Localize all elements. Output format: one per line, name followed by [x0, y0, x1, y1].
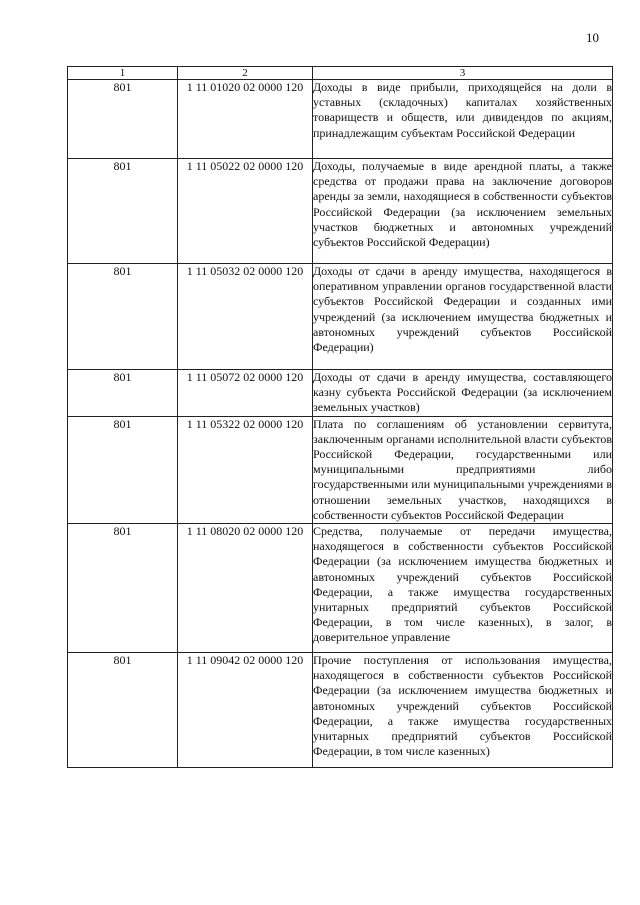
revenue-classification-table: [67, 66, 613, 768]
admin-code-cell: 801: [68, 524, 178, 653]
admin-code-cell: 801: [68, 653, 178, 768]
table-row: [68, 159, 613, 264]
admin-code-cell: 801: [68, 80, 178, 159]
column-header-description: 3: [313, 67, 613, 80]
budget-code-cell: 1 11 05072 02 0000 120: [178, 370, 313, 417]
budget-code-cell: 1 11 09042 02 0000 120: [178, 653, 313, 768]
table-row: [68, 524, 613, 653]
table-row: [68, 264, 613, 370]
page-number: 10: [586, 30, 599, 45]
admin-code-cell: 801: [68, 370, 178, 417]
table-row: [68, 370, 613, 417]
description-cell: Средства, получаемые от передачи имущества, находящегося в собственности субъектов Российской Федерации (за исключением имущества бюджетных и автономных учреждений субъектов Российской Федерации, а также имущества государственных унитарных предприятий субъектов Российской Федерации, в том числе казенных), в залог, в доверительное управление: [313, 524, 613, 653]
table-row: [68, 416, 613, 523]
admin-code-cell: 801: [68, 264, 178, 370]
column-header-code: 2: [178, 67, 313, 80]
table-row: [68, 80, 613, 159]
table-header-row: [68, 67, 613, 80]
budget-code-cell: 1 11 05322 02 0000 120: [178, 416, 313, 523]
description-cell: Доходы от сдачи в аренду имущества, составляющего казну субъекта Российской Федерации (за исключением земельных участков): [313, 370, 612, 415]
description-cell: Доходы в виде прибыли, приходящейся на доли в уставных (складочных) капиталах хозяйственных товариществ и обществ, или дивидендов по акциям, принадлежащим субъектам Российской Федерации: [313, 80, 613, 159]
description-cell: Прочие поступления от использования имущества, находящегося в собственности субъектов Российской Федерации (за исключением имущества бюджетных и автономных учреждений субъектов Российской Федерации, а также имущества государственных унитарных предприятий субъектов Российской Федерации, в том числе казенных): [313, 653, 613, 768]
budget-code-cell: 1 11 05032 02 0000 120: [178, 264, 313, 370]
description-cell: Доходы от сдачи в аренду имущества, находящегося в оперативном управлении органов государственной власти субъектов Российской Федерации и созданных ими учреждений (за исключением имущества бюджетных и автономных учреждений субъектов Российской Федерации): [313, 264, 613, 370]
budget-code-cell: 1 11 01020 02 0000 120: [178, 80, 313, 159]
budget-code-cell: 1 11 08020 02 0000 120: [178, 524, 313, 653]
description-cell: Плата по соглашениям об установлении сервитута, заключенным органами исполнительной власти субъектов Российской Федерации, государственными или муниципальными предприятиями либо государственными или муниципальными учреждениями в отношении земельных участков, находящихся в собственности субъектов Российской Федерации: [313, 416, 612, 522]
budget-code-cell: 1 11 05022 02 0000 120: [178, 159, 313, 264]
description-cell: Доходы, получаемые в виде арендной платы, а также средства от продажи права на заключение договоров аренды за земли, находящиеся в собственности субъектов Российской Федерации (за исключением земельных участков бюджетных и автономных учреждений субъектов Российской Федерации): [313, 159, 613, 264]
admin-code-cell: 801: [68, 416, 178, 523]
column-header-admin: 1: [68, 67, 178, 80]
table-row: [68, 653, 613, 768]
admin-code-cell: 801: [68, 159, 178, 264]
